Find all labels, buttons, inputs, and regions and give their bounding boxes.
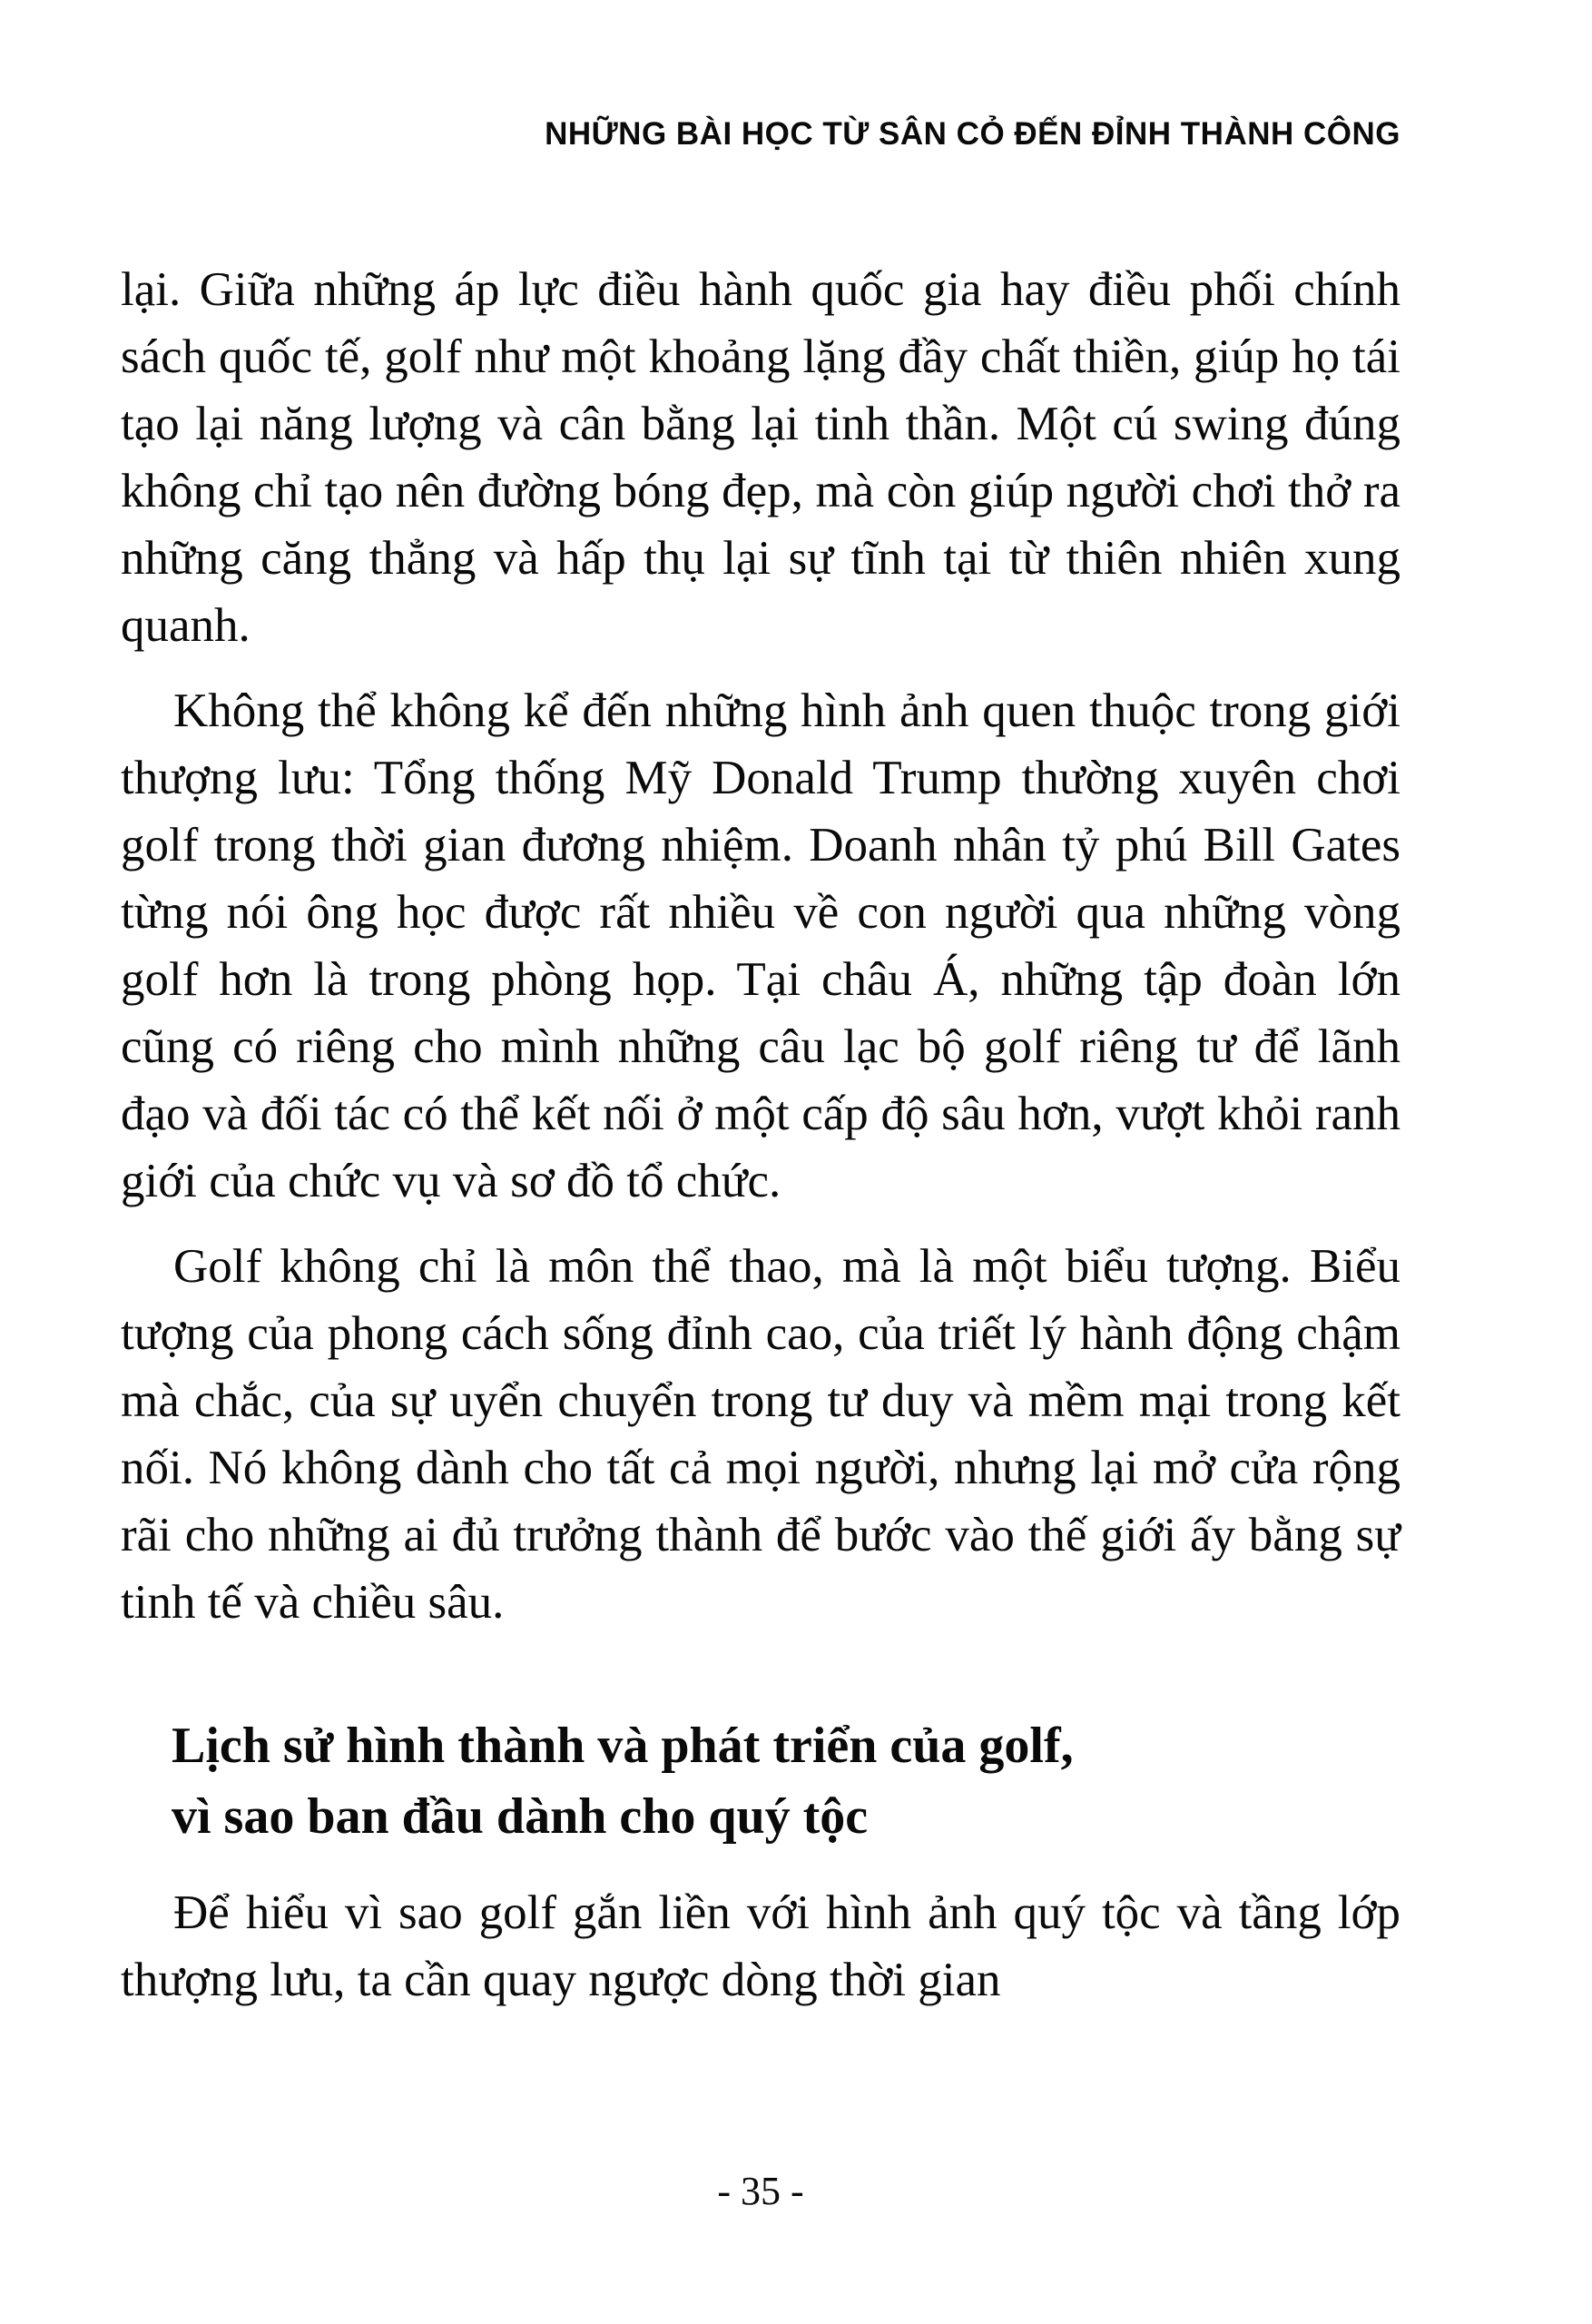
- paragraph: Không thể không kể đến những hình ảnh quen thuộc trong giới thượng lưu: Tổng thống Mỹ Donald Trump thường xuyên chơi golf trong thời gian đương nhiệm. Doanh nhân tỷ phú Bill Gates từng nói ông học được rất nhiều về con người qua những vòng golf hơn là trong phòng họp. Tại châu Á, những tập đoàn lớn cũng có riêng cho mình những câu lạc bộ golf riêng tư để lãnh đạo và đối tác có thể kết nối ở một cấp độ sâu hơn, vượt khỏi ranh giới của chức vụ và sơ đồ tổ chức.: [121, 684, 1400, 1207]
- paragraph: Để hiểu vì sao golf gắn liền với hình ảnh quý tộc và tầng lớp thượng lưu, ta cần quay ngược dòng thời gian: [121, 1886, 1400, 2006]
- section-heading: [121, 1710, 1400, 1852]
- section-heading-line2: vì sao ban đầu dành cho quý tộc: [172, 1788, 869, 1845]
- page-number: - 35 -: [717, 2169, 804, 2213]
- paragraph: Golf không chỉ là môn thể thao, mà là một biểu tượng. Biểu tượng của phong cách sống đỉnh cao, của triết lý hành động chậm mà chắc, của sự uyển chuyển trong tư duy và mềm mại trong kết nối. Nó không dành cho tất cả mọi người, nhưng lại mở cửa rộng rãi cho những ai đủ trưởng thành để bước vào thế giới ấy bằng sự tinh tế và chiều sâu.: [121, 1240, 1400, 1629]
- paragraph-continuation: lại. Giữa những áp lực điều hành quốc gia hay điều phối chính sách quốc tế, golf như một khoảng lặng đầy chất thiền, giúp họ tái tạo lại năng lượng và cân bằng lại tinh thần. Một cú swing đúng không chỉ tạo nên đường bóng đẹp, mà còn giúp người chơi thở ra những căng thẳng và hấp thụ lại sự tĩnh tại từ thiên nhiên xung quanh.: [121, 263, 1400, 652]
- section-heading-line1: Lịch sử hình thành và phát triển của golf,: [172, 1718, 1074, 1774]
- page-body: [121, 256, 1400, 2032]
- running-head: NHỮNG BÀI HỌC TỪ SÂN CỎ ĐẾN ĐỈNH THÀNH CÔNG: [545, 116, 1400, 152]
